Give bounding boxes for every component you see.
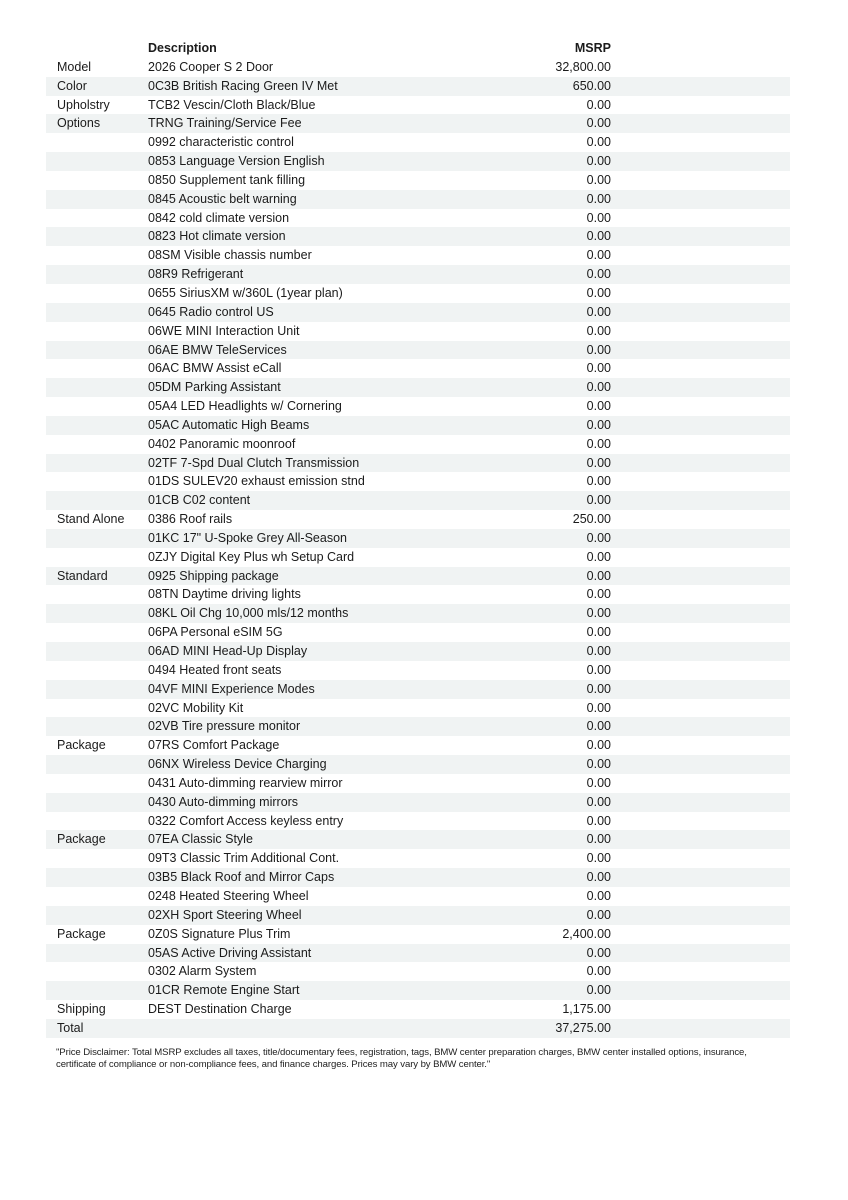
description-cell: 0402 Panoramic moonroof — [148, 436, 296, 451]
msrp-cell: 0.00 — [586, 97, 611, 112]
msrp-cell: 0.00 — [586, 172, 611, 187]
table-row — [46, 849, 790, 868]
msrp-cell: 0.00 — [586, 794, 611, 809]
table-row — [46, 510, 790, 529]
table-row — [46, 567, 790, 586]
msrp-cell: 0.00 — [586, 361, 611, 376]
table-row — [46, 981, 790, 1000]
category-cell: Standard — [57, 568, 108, 583]
table-body — [46, 58, 790, 1038]
table-row — [46, 77, 790, 96]
msrp-cell: 37,275.00 — [555, 1020, 611, 1035]
msrp-cell: 0.00 — [586, 248, 611, 263]
table-row — [46, 1000, 790, 1019]
msrp-cell: 0.00 — [586, 587, 611, 602]
description-cell: 0Z0S Signature Plus Trim — [148, 926, 291, 941]
description-cell: 01DS SULEV20 exhaust emission stnd — [148, 474, 365, 489]
msrp-cell: 0.00 — [586, 832, 611, 847]
msrp-cell: 0.00 — [586, 549, 611, 564]
table-row — [46, 887, 790, 906]
table-row — [46, 944, 790, 963]
msrp-cell: 32,800.00 — [555, 59, 611, 74]
table-header-row — [46, 39, 790, 58]
table-row — [46, 661, 790, 680]
table-row — [46, 830, 790, 849]
table-row — [46, 190, 790, 209]
msrp-cell: 0.00 — [586, 757, 611, 772]
table-row — [46, 812, 790, 831]
table-row — [46, 454, 790, 473]
header-msrp-cell: MSRP — [574, 41, 611, 55]
msrp-cell: 0.00 — [586, 700, 611, 715]
table-row — [46, 152, 790, 171]
table-row — [46, 736, 790, 755]
msrp-cell: 0.00 — [586, 738, 611, 753]
table-row — [46, 378, 790, 397]
category-cell: Color — [57, 78, 87, 93]
description-cell: 0823 Hot climate version — [148, 229, 286, 244]
msrp-cell: 0.00 — [586, 945, 611, 960]
msrp-cell: 0.00 — [586, 229, 611, 244]
description-cell: 0322 Comfort Access keyless entry — [148, 813, 344, 828]
description-cell: 06AC BMW Assist eCall — [148, 361, 282, 376]
msrp-cell: 0.00 — [586, 474, 611, 489]
table-row — [46, 435, 790, 454]
description-cell: 0C3B British Racing Green IV Met — [148, 78, 338, 93]
description-cell: 02TF 7-Spd Dual Clutch Transmission — [148, 455, 360, 470]
table-row — [46, 868, 790, 887]
msrp-cell: 0.00 — [586, 964, 611, 979]
table-row — [46, 227, 790, 246]
description-cell: 0655 SiriusXM w/360L (1year plan) — [148, 285, 343, 300]
msrp-cell: 0.00 — [586, 399, 611, 414]
description-cell: 08SM Visible chassis number — [148, 248, 312, 263]
msrp-cell: 0.00 — [586, 380, 611, 395]
table-row — [46, 322, 790, 341]
table-row — [46, 265, 790, 284]
category-cell: Total — [57, 1020, 84, 1035]
table-row — [46, 209, 790, 228]
msrp-cell: 0.00 — [586, 436, 611, 451]
description-cell: 05AC Automatic High Beams — [148, 417, 310, 432]
msrp-cell: 0.00 — [586, 681, 611, 696]
msrp-cell: 250.00 — [572, 512, 611, 527]
table-row — [46, 359, 790, 378]
msrp-cell: 0.00 — [586, 907, 611, 922]
description-cell: 05A4 LED Headlights w/ Cornering — [148, 399, 342, 414]
description-cell: 08TN Daytime driving lights — [148, 587, 301, 602]
description-cell: 07RS Comfort Package — [148, 738, 280, 753]
description-cell: 0431 Auto-dimming rearview mirror — [148, 775, 343, 790]
description-cell: 04VF MINI Experience Modes — [148, 681, 315, 696]
description-cell: 0302 Alarm System — [148, 964, 257, 979]
category-cell: Model — [57, 59, 92, 74]
table-row — [46, 793, 790, 812]
description-cell: 06NX Wireless Device Charging — [148, 757, 327, 772]
table-row — [46, 397, 790, 416]
table-row — [46, 246, 790, 265]
table-row — [46, 284, 790, 303]
msrp-cell: 0.00 — [586, 493, 611, 508]
category-cell: Shipping — [57, 1002, 106, 1017]
msrp-cell: 0.00 — [586, 568, 611, 583]
description-cell: 02VB Tire pressure monitor — [148, 719, 301, 734]
description-cell: 01CR Remote Engine Start — [148, 983, 300, 998]
table-row — [46, 491, 790, 510]
msrp-cell: 0.00 — [586, 813, 611, 828]
msrp-cell: 0.00 — [586, 662, 611, 677]
table-row — [46, 1019, 790, 1038]
description-cell: 0ZJY Digital Key Plus wh Setup Card — [148, 549, 355, 564]
description-cell: DEST Destination Charge — [148, 1002, 292, 1017]
description-cell: 06PA Personal eSIM 5G — [148, 625, 283, 640]
msrp-cell: 0.00 — [586, 285, 611, 300]
msrp-cell: 0.00 — [586, 530, 611, 545]
msrp-cell: 0.00 — [586, 625, 611, 640]
table-row — [46, 642, 790, 661]
description-cell: 06WE MINI Interaction Unit — [148, 323, 300, 338]
msrp-cell: 1,175.00 — [562, 1002, 611, 1017]
description-cell: 05AS Active Driving Assistant — [148, 945, 312, 960]
description-cell: 0494 Heated front seats — [148, 662, 282, 677]
msrp-cell: 0.00 — [586, 191, 611, 206]
table-row — [46, 416, 790, 435]
description-cell: 0248 Heated Steering Wheel — [148, 888, 309, 903]
table-row — [46, 604, 790, 623]
description-cell: 0645 Radio control US — [148, 304, 274, 319]
description-cell: 0386 Roof rails — [148, 512, 233, 527]
description-cell: 02XH Sport Steering Wheel — [148, 907, 302, 922]
table-row — [46, 548, 790, 567]
msrp-cell: 0.00 — [586, 888, 611, 903]
description-cell: 0992 characteristic control — [148, 135, 294, 150]
description-cell: 0853 Language Version English — [148, 154, 325, 169]
table-row — [46, 529, 790, 548]
table-row — [46, 585, 790, 604]
table-row — [46, 171, 790, 190]
description-cell: TRNG Training/Service Fee — [148, 116, 302, 131]
description-cell: 01KC 17" U-Spoke Grey All-Season — [148, 530, 347, 545]
msrp-cell: 0.00 — [586, 210, 611, 225]
table-row — [46, 925, 790, 944]
price-disclaimer: "Price Disclaimer: Total MSRP excludes all taxes, title/documentary fees, registration, tags, BMW center preparation charges, BMW center installed options, insurance, certificate of compliance or non-compliance fees, and finance charges. Prices may vary by BMW center." — [56, 1047, 747, 1070]
description-cell: 08KL Oil Chg 10,000 mls/12 months — [148, 606, 349, 621]
description-cell: 01CB C02 content — [148, 493, 251, 508]
table-row — [46, 472, 790, 491]
table-row — [46, 96, 790, 115]
description-cell: 2026 Cooper S 2 Door — [148, 59, 274, 74]
description-cell: 0925 Shipping package — [148, 568, 279, 583]
category-cell: Package — [57, 832, 106, 847]
description-cell: 06AE BMW TeleServices — [148, 342, 287, 357]
description-cell: 07EA Classic Style — [148, 832, 253, 847]
header-description-cell: Description — [148, 41, 217, 55]
description-cell: 02VC Mobility Kit — [148, 700, 244, 715]
description-cell: 0845 Acoustic belt warning — [148, 191, 297, 206]
table-row — [46, 699, 790, 718]
table-row — [46, 133, 790, 152]
msrp-cell: 0.00 — [586, 606, 611, 621]
description-cell: 05DM Parking Assistant — [148, 380, 281, 395]
msrp-cell: 0.00 — [586, 417, 611, 432]
msrp-cell: 0.00 — [586, 154, 611, 169]
msrp-cell: 0.00 — [586, 267, 611, 282]
msrp-cell: 0.00 — [586, 775, 611, 790]
table-row — [46, 58, 790, 77]
msrp-cell: 0.00 — [586, 342, 611, 357]
category-cell: Stand Alone — [57, 512, 125, 527]
msrp-cell: 0.00 — [586, 116, 611, 131]
msrp-cell: 0.00 — [586, 719, 611, 734]
table-row — [46, 680, 790, 699]
pricing-table — [46, 39, 790, 1038]
description-cell: 03B5 Black Roof and Mirror Caps — [148, 870, 335, 885]
description-cell: 0842 cold climate version — [148, 210, 290, 225]
table-row — [46, 114, 790, 133]
table-row — [46, 962, 790, 981]
description-cell: 0850 Supplement tank filling — [148, 172, 306, 187]
msrp-cell: 0.00 — [586, 455, 611, 470]
table-row — [46, 774, 790, 793]
msrp-cell: 2,400.00 — [562, 926, 611, 941]
category-cell: Package — [57, 926, 106, 941]
description-cell: 0430 Auto-dimming mirrors — [148, 794, 299, 809]
msrp-cell: 0.00 — [586, 304, 611, 319]
description-cell: 06AD MINI Head-Up Display — [148, 644, 308, 658]
table-row — [46, 906, 790, 925]
msrp-cell: 0.00 — [586, 323, 611, 338]
msrp-cell: 0.00 — [586, 644, 611, 658]
msrp-cell: 0.00 — [586, 851, 611, 866]
table-row — [46, 341, 790, 360]
table-row — [46, 303, 790, 322]
category-cell: Upholstry — [57, 97, 110, 112]
category-cell: Package — [57, 738, 106, 753]
msrp-cell: 0.00 — [586, 135, 611, 150]
table-row — [46, 717, 790, 736]
description-cell: 08R9 Refrigerant — [148, 267, 244, 282]
msrp-cell: 0.00 — [586, 983, 611, 998]
msrp-cell: 650.00 — [572, 78, 611, 93]
msrp-cell: 0.00 — [586, 870, 611, 885]
category-cell: Options — [57, 116, 101, 131]
description-cell: TCB2 Vescin/Cloth Black/Blue — [148, 97, 316, 112]
description-cell: 09T3 Classic Trim Additional Cont. — [148, 851, 340, 866]
table-row — [46, 623, 790, 642]
table-row — [46, 755, 790, 774]
